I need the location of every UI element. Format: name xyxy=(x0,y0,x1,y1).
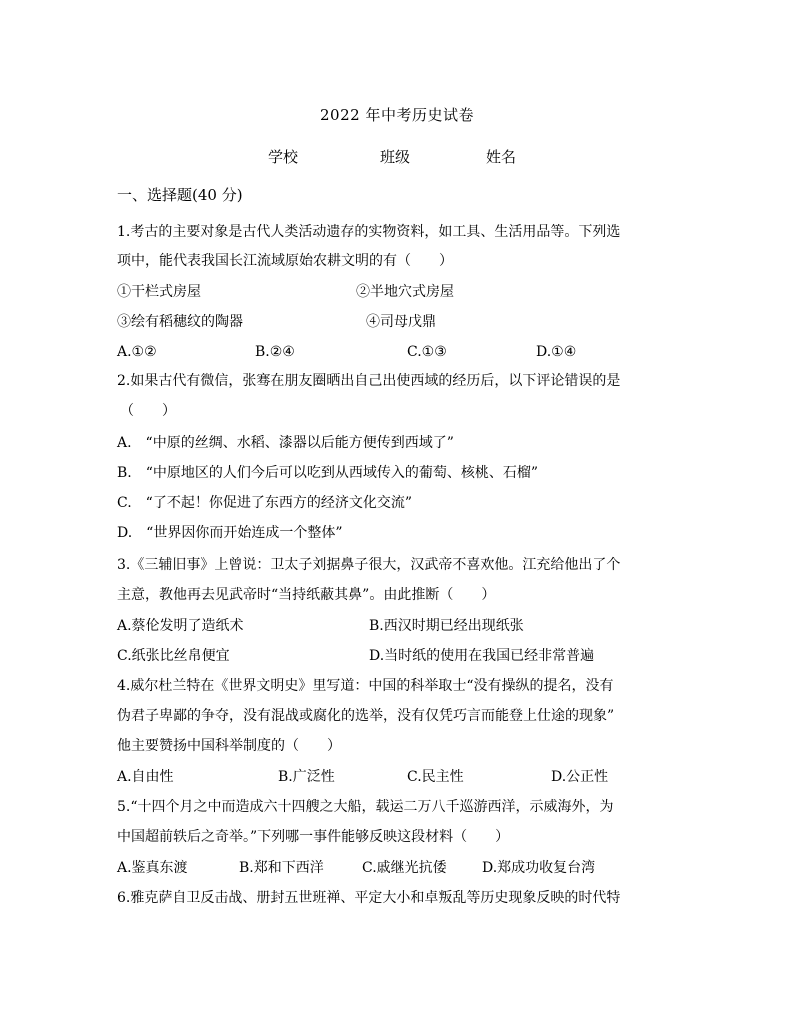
exam-title: 2022 年中考历史试卷 xyxy=(320,106,474,124)
question-1-item-1: ①干栏式房屋 xyxy=(117,284,201,300)
question-6-line-1: 6.雅克萨自卫反击战、册封五世班禅、平定大小和卓叛乱等历史现象反映的时代特 xyxy=(117,890,621,906)
school-label: 学校 xyxy=(268,148,299,166)
question-4-option-c: C.民主性 xyxy=(407,769,464,785)
question-4-line-3: 他主要赞扬中国科举制度的（ ） xyxy=(117,738,341,754)
question-5-option-c: C.戚继光抗倭 xyxy=(362,860,447,876)
question-5-line-2: 中国超前轶后之奇举。”下列哪一事件能够反映这段材料（ ） xyxy=(117,829,510,845)
question-4-option-d: D.公正性 xyxy=(551,769,609,785)
class-label: 班级 xyxy=(380,148,411,166)
question-1-item-4: ④司母戊鼎 xyxy=(366,314,436,330)
question-5-option-d: D.郑成功收复台湾 xyxy=(482,860,596,876)
question-3-option-c: C.纸张比丝帛便宜 xyxy=(117,648,230,664)
question-1-option-d: D.①④ xyxy=(536,344,577,360)
question-3-line-1: 3.《三辅旧事》上曾说：卫太子刘据鼻子很大，汉武帝不喜欢他。江充给他出了个 xyxy=(117,557,621,573)
question-1-line-2: 项中，能代表我国长江流域原始农耕文明的有（ ） xyxy=(117,253,453,269)
question-5-option-b: B.郑和下西洋 xyxy=(239,860,324,876)
question-3-option-a: A.蔡伦发明了造纸术 xyxy=(117,618,244,634)
question-1-item-3: ③绘有稻穗纹的陶器 xyxy=(117,314,243,330)
question-1-line-1: 1.考古的主要对象是古代人类活动遗存的实物资料，如工具、生活用品等。下列选 xyxy=(117,224,621,240)
question-2-option-d: D. “世界因你而开始连成一个整体” xyxy=(117,525,343,541)
question-3-line-2: 主意，教他再去见武帝时“当持纸蔽其鼻”。由此推断（ ） xyxy=(117,587,496,603)
question-4-line-1: 4.威尔杜兰特在《世界文明史》里写道：中国的科举取士“没有操纵的提名，没有 xyxy=(117,678,614,694)
question-4-option-a: A.自由性 xyxy=(117,769,174,785)
question-1-item-2: ②半地穴式房屋 xyxy=(356,284,454,300)
question-3-option-b: B.西汉时期已经出现纸张 xyxy=(369,618,524,634)
section-title: 一、选择题(40 分) xyxy=(117,186,243,204)
question-5-option-a: A.鉴真东渡 xyxy=(117,860,188,876)
question-1-option-b: B.②④ xyxy=(255,344,295,360)
question-2-line-1: 2.如果古代有微信，张骞在朋友圈晒出自己出使西域的经历后，以下评论错误的是 xyxy=(117,373,621,389)
question-1-option-c: C.①③ xyxy=(407,344,447,360)
question-2-option-a: A. “中原的丝绸、水稻、漆器以后能方便传到西域了” xyxy=(117,435,454,451)
question-2-option-b: B. “中原地区的人们今后可以吃到从西域传入的葡萄、核桃、石榴” xyxy=(117,465,539,481)
question-4-line-2: 伪君子卑鄙的争夺，没有混战或腐化的选举，没有仅凭巧言而能登上仕途的现象” xyxy=(117,708,615,724)
question-1-option-a: A.①② xyxy=(117,344,157,360)
question-2-line-2: （ ） xyxy=(120,403,176,419)
question-5-line-1: 5.“十四个月之中而造成六十四艘之大船，载运二万八千巡游西洋，示威海外，为 xyxy=(117,799,614,815)
question-3-option-d: D.当时纸的使用在我国已经非常普遍 xyxy=(369,648,595,664)
question-4-option-b: B.广泛性 xyxy=(278,769,335,785)
name-label: 姓名 xyxy=(486,148,517,166)
question-2-option-c: C. “了不起！你促进了东西方的经济文化交流” xyxy=(117,495,412,511)
